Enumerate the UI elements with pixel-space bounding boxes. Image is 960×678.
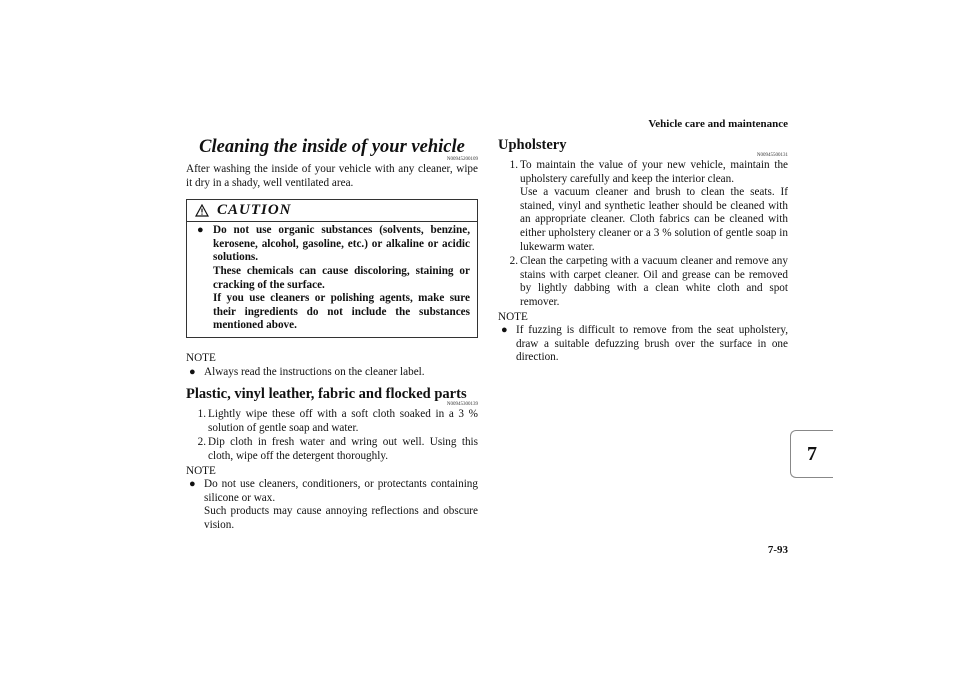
step-text: Clean the carpeting with a vacuum cleaner and remove any stains with carpet cleaner. Oil and grease can be removed by lightly dabbing with a clean white cloth and spot remover. [520,255,788,308]
left-column [186,136,478,532]
section-code: N00945500131 [756,153,788,158]
note-label: NOTE [498,310,528,323]
caution-line-2: These chemicals can cause discoloring, staining or cracking of the surface. [213,264,470,291]
step-number: 1. [197,408,206,421]
section-code: N00945300139 [446,402,478,408]
step-text: Use a vacuum cleaner and brush to clean the seats. If stained, vinyl and synthetic leather should be cleaned with an appropriate cleaner. Cloth fabrics can be cleaned with either upholstery cleaner or a 3 % solution of gentle soap in lukewarm water. [520,186,788,253]
note-bullet [498,324,788,365]
note-text: Do not use cleaners, conditioners, or protectants containing silicone or wax. [204,478,478,504]
note-text: If fuzzing is difficult to remove from the seat upholstery, draw a suitable defuzzing brush over the surface in one direction. [516,324,788,364]
list-item [498,255,788,309]
caution-header [187,200,477,222]
note-text: Always read the instructions on the cleaner label. [204,365,425,378]
bullet-icon: ● [189,478,196,491]
step-number: 2. [197,436,206,449]
step-text: Lightly wipe these off with a soft cloth soaked in a 3 % solution of gentle soap and water. [208,408,478,434]
title-code: N00945200109 [446,157,478,162]
list-item [186,436,478,463]
upholstery-steps [498,159,788,310]
list-item [498,159,788,254]
note-text: Such products may cause annoying reflections and obscure vision. [204,505,478,531]
section-heading-plastic: Plastic, vinyl leather, fabric and flocked parts [186,386,467,403]
step-text: Dip cloth in fresh water and wring out well. Using this cloth, wipe off the detergent thoroughly. [208,436,478,462]
note-bullet [186,478,478,532]
bullet-icon: ● [501,324,508,337]
page-number: 7-93 [767,544,788,556]
note-bullet [186,366,478,380]
note-label: NOTE [186,351,216,364]
bullet-icon: ● [197,224,204,237]
running-header: Vehicle care and maintenance [648,118,788,130]
list-item [186,408,478,435]
chapter-tab: 7 [790,430,833,478]
bullet-icon: ● [189,365,196,378]
caution-line-3: If you use cleaners or polishing agents, make sure their ingredients do not include the substances mentioned above. [213,292,470,332]
caution-text [187,222,477,337]
step-number: 1. [509,159,518,171]
step-text: To maintain the value of your new vehicle, maintain the upholstery carefully and keep the interior clean. [520,159,788,185]
step-number: 2. [509,255,518,268]
intro-paragraph: After washing the inside of your vehicle with any cleaner, wipe it dry in a shady, well ventilated area. [186,163,478,189]
caution-title: CAUTION [217,201,292,218]
right-column [498,136,788,365]
caution-line-1: Do not use organic substances (solvents, benzine, kerosene, alcohol, gasoline, etc.) or alkaline or acidic solutions. [213,224,470,264]
section-heading-upholstery: Upholstery [498,137,567,153]
caution-box [186,199,478,338]
warning-triangle-icon [195,204,209,217]
note-label: NOTE [186,464,216,477]
page-title: Cleaning the inside of your vehicle [199,137,465,157]
plastic-steps [186,408,478,463]
